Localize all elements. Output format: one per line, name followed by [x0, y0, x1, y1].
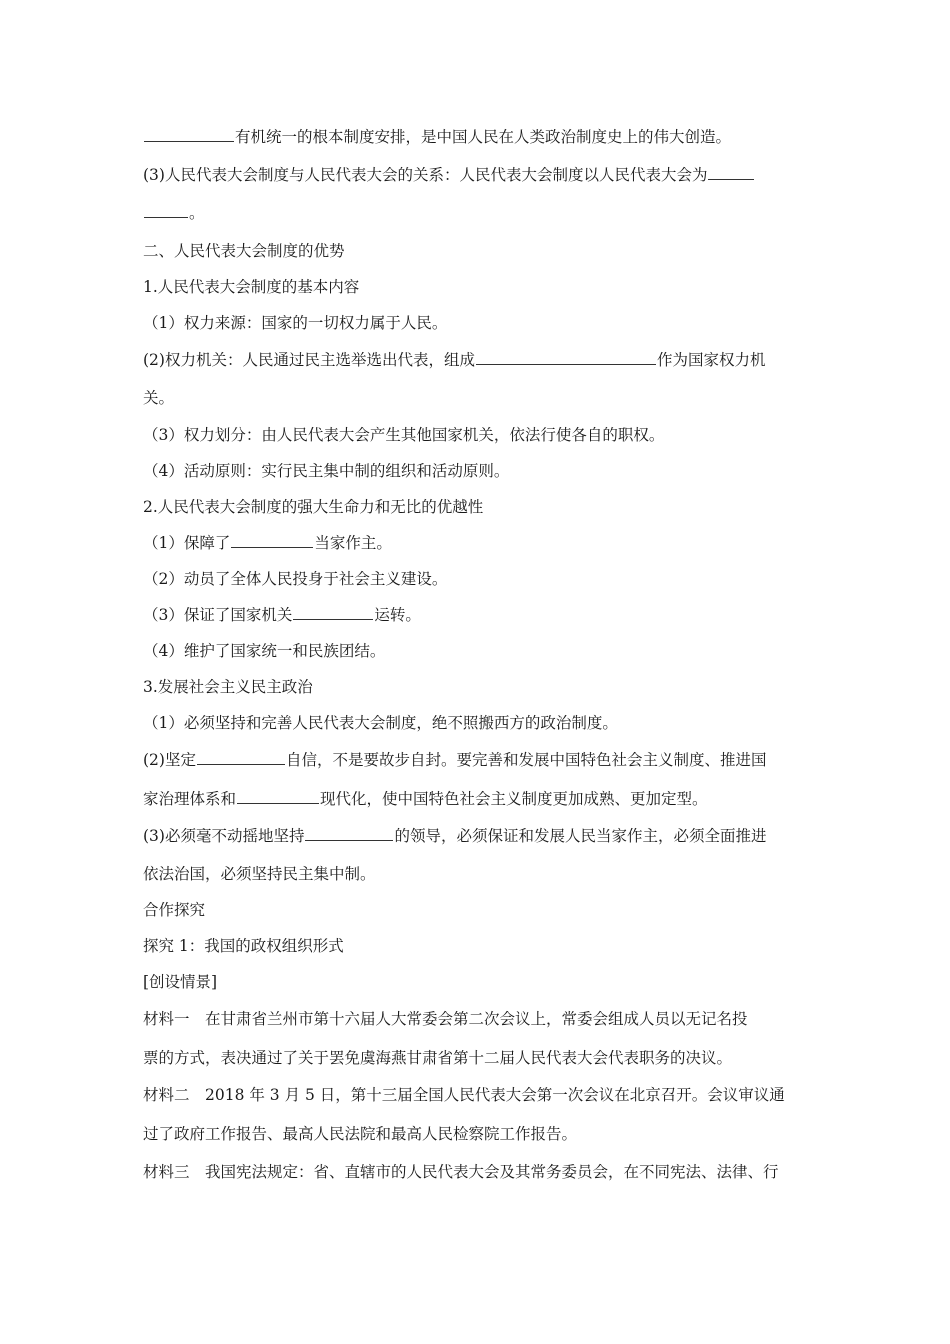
line-text: （1）保障了 — [143, 534, 231, 552]
line-text: 票的方式，表决通过了关于罢免虞海燕甘肃省第十二届人民代表大会代表职务的决议。 — [143, 1049, 733, 1067]
text-line — [143, 713, 618, 733]
fill-blank[interactable] — [197, 750, 285, 765]
line-text: 关。 — [143, 389, 175, 407]
line-text: （1）必须坚持和完善人民代表大会制度，绝不照搬西方的政治制度。 — [143, 714, 618, 732]
text-line — [143, 569, 447, 589]
line-text: 。 — [189, 204, 205, 222]
text-line — [143, 641, 385, 661]
line-text: 材料二 2018 年 3 月 5 日，第十三届全国人民代表大会第一次会议在北京召开。会议审议通 — [143, 1086, 785, 1104]
line-text: 2.人民代表大会制度的强大生命力和无比的优越性 — [143, 498, 484, 516]
text-line — [143, 1048, 732, 1068]
line-text: （3）权力划分：由人民代表大会产生其他国家机关，依法行使各自的职权。 — [143, 426, 665, 444]
fill-blank[interactable] — [305, 826, 393, 841]
text-line — [143, 461, 509, 481]
text-line — [143, 350, 765, 370]
text-line — [143, 203, 205, 223]
text-line — [143, 750, 766, 770]
line-text: 合作探究 — [143, 901, 206, 919]
text-line — [143, 388, 174, 408]
text-line — [143, 1124, 577, 1144]
line-text: (2)权力机关：人民通过民主选举选出代表，组成 — [143, 351, 475, 369]
line-text: 材料一 在甘肃省兰州市第十六届人大常委会第二次会议上，常委会组成人员以无记名投 — [143, 1010, 748, 1028]
line-text: （2）动员了全体人民投身于社会主义建设。 — [143, 570, 448, 588]
fill-blank[interactable] — [144, 203, 188, 218]
text-line — [143, 127, 731, 147]
fill-blank[interactable] — [293, 605, 373, 620]
fill-blank[interactable] — [237, 789, 319, 804]
line-text: 3.发展社会主义民主政治 — [143, 678, 313, 696]
fill-blank[interactable] — [476, 350, 656, 365]
text-line — [143, 1162, 779, 1182]
subsection-heading — [143, 277, 359, 297]
subsection-heading — [143, 936, 344, 956]
fill-blank[interactable] — [231, 533, 313, 548]
text-line — [143, 165, 755, 185]
text-line — [143, 826, 766, 846]
line-text: （4）维护了国家统一和民族团结。 — [143, 642, 386, 660]
text-line — [143, 533, 392, 553]
section-heading — [143, 900, 205, 920]
fill-blank[interactable] — [144, 127, 234, 142]
line-text: 材料三 我国宪法规定：省、直辖市的人民代表大会及其常务委员会，在不同宪法、法律、行 — [143, 1163, 779, 1181]
text-line — [143, 425, 664, 445]
line-text: 现代化，使中国特色社会主义制度更加成熟、更加定型。 — [320, 790, 708, 808]
fill-blank[interactable] — [708, 165, 754, 180]
line-text: (2)坚定 — [143, 751, 196, 769]
line-text: 自信，不是要故步自封。要完善和发展中国特色社会主义制度、推进国 — [285, 751, 767, 769]
line-text: 运转。 — [374, 606, 421, 624]
line-text: 依法治国，必须坚持民主集中制。 — [143, 865, 376, 883]
line-text: [创设情景] — [143, 973, 218, 991]
text-line — [143, 789, 708, 809]
text-line — [143, 1009, 748, 1029]
line-text: 1.人民代表大会制度的基本内容 — [143, 278, 360, 296]
section-heading — [143, 241, 345, 261]
line-text: 二、人民代表大会制度的优势 — [143, 242, 345, 260]
subsection-heading — [143, 497, 483, 517]
text-line — [143, 1085, 785, 1105]
line-text: （1）权力来源：国家的一切权力属于人民。 — [143, 314, 448, 332]
line-text: 家治理体系和 — [143, 790, 237, 808]
line-text: 作为国家权力机 — [656, 351, 766, 369]
line-text: 当家作主。 — [314, 534, 392, 552]
subsection-heading — [143, 677, 313, 697]
line-text: 有机统一的根本制度安排，是中国人民在人类政治制度史上的伟大创造。 — [235, 128, 732, 146]
line-text: (3)必须毫不动摇地坚持 — [143, 827, 305, 845]
line-text: （4）活动原则：实行民主集中制的组织和活动原则。 — [143, 462, 510, 480]
text-line — [143, 864, 376, 884]
text-line — [143, 313, 447, 333]
line-text: （3）保证了国家机关 — [143, 606, 293, 624]
line-text: (3)人民代表大会制度与人民代表大会的关系：人民代表大会制度以人民代表大会为 — [143, 166, 708, 184]
line-text: 探究 1：我国的政权组织形式 — [143, 937, 344, 955]
line-text: 过了政府工作报告、最高人民法院和最高人民检察院工作报告。 — [143, 1125, 578, 1143]
text-line — [143, 605, 421, 625]
subsection-heading — [143, 972, 217, 992]
line-text: 的领导，必须保证和发展人民当家作主，必须全面推进 — [394, 827, 767, 845]
